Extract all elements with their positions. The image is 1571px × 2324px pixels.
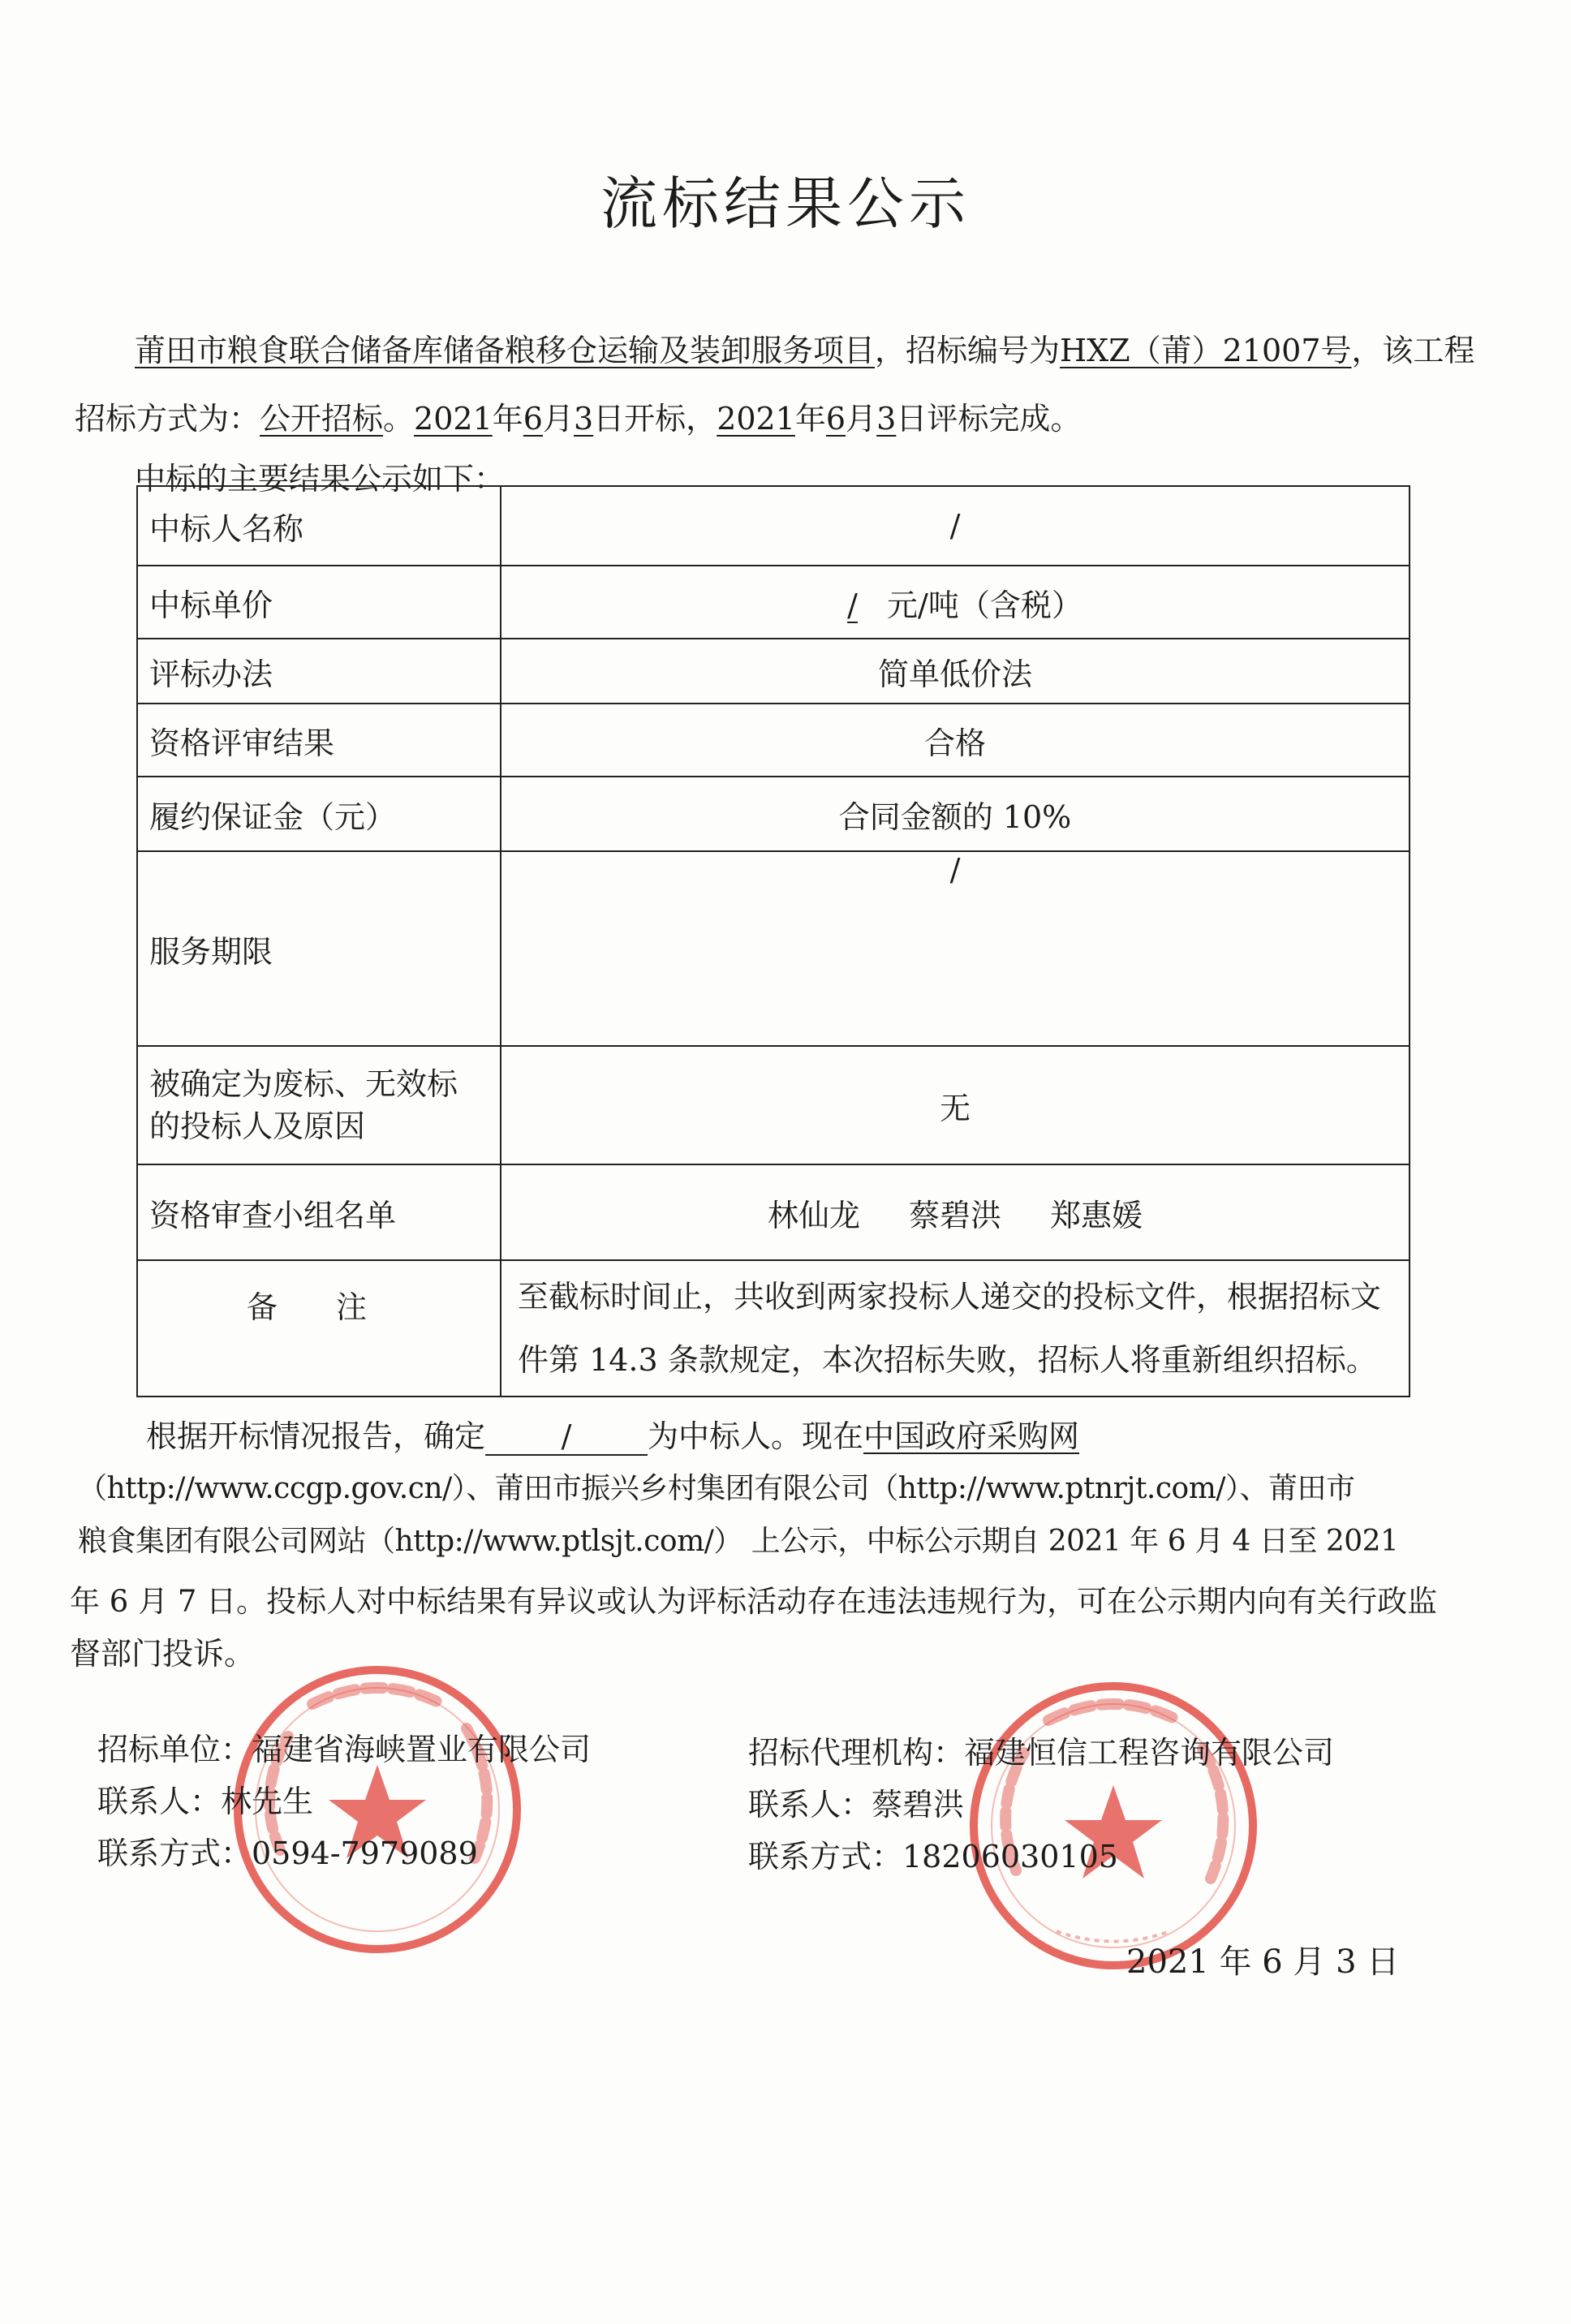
remark-value	[501, 1260, 1410, 1397]
table-row	[137, 486, 1410, 566]
project-name: 莆田市粮食联合储备库储备粮移仓运输及装卸服务项目	[135, 333, 876, 368]
notice-date: 2021 年 6 月 3 日	[1126, 1943, 1400, 1981]
period-value: /	[501, 851, 1410, 1046]
eval-suffix: 日评标完成。	[896, 401, 1082, 437]
tenderer-phone: 联系方式：0594-7979089	[97, 1836, 478, 1871]
bid-method: 公开招标	[260, 401, 384, 437]
open-day: 3	[573, 401, 594, 437]
after-bid-no: ，该工程	[1351, 333, 1475, 368]
agency-contact: 联系人：蔡碧洪	[748, 1787, 965, 1823]
price-cell	[501, 566, 1410, 639]
open-month: 6	[523, 401, 543, 437]
invalid-label	[137, 1046, 501, 1164]
winner-value: /	[501, 486, 1410, 566]
month-char: 月	[846, 401, 877, 437]
agency-phone: 联系方式：18206030105	[748, 1839, 1118, 1874]
year-char: 年	[492, 401, 523, 437]
qual-value: 合格	[501, 704, 1410, 777]
panel-members	[501, 1164, 1410, 1260]
open-suffix: 日开标，	[593, 401, 717, 437]
agency-unit: 招标代理机构：福建恒信工程咨询有限公司	[748, 1735, 1335, 1771]
table-row	[137, 1046, 1410, 1164]
eval-method-label: 评标办法	[137, 639, 501, 704]
ccgp-site-name: 中国政府采购网	[863, 1418, 1080, 1454]
notice-line-4: 年 6 月 7 日。投标人对中标结果有异议或认为评标活动存在违法违规行为，可在公示期内向有关行政监	[70, 1584, 1438, 1619]
eval-method-value: 简单低价法	[501, 639, 1410, 704]
method-prefix: 招标方式为：	[75, 401, 260, 437]
table-row	[137, 1164, 1410, 1260]
winner-blank: /	[485, 1418, 648, 1456]
invalid-label-line-2: 的投标人及原因	[149, 1108, 366, 1144]
panel-label: 资格审查小组名单	[137, 1164, 501, 1260]
open-year: 2021	[414, 401, 493, 437]
table-row	[137, 851, 1410, 1046]
eval-month: 6	[825, 401, 846, 437]
panel-member: 林仙龙	[767, 1197, 860, 1233]
remark-line-1: 至截标时间止，共收到两家投标人递交的投标文件，根据招标文	[518, 1279, 1382, 1315]
remark-label: 备 注	[137, 1260, 501, 1397]
bid-no: HXZ（莆）21007号	[1060, 333, 1352, 368]
eval-year: 2021	[717, 401, 795, 437]
invalid-value: 无	[501, 1046, 1410, 1164]
table-row	[137, 1260, 1410, 1397]
intro-line-1	[135, 326, 1475, 375]
table-row	[137, 566, 1410, 639]
deposit-value: 合同金额的 10%	[501, 777, 1410, 851]
period-label: 服务期限	[137, 851, 501, 1046]
table-row	[137, 704, 1410, 777]
notice-text: 根据开标情况报告，确定	[146, 1418, 486, 1454]
price-label: 中标单价	[137, 566, 501, 639]
notice-line-3: 粮食集团有限公司网站（http://www.ptlsjt.com/） 上公示，中标公示期自 2021 年 6 月 4 日至 2021	[78, 1525, 1399, 1558]
agency-block	[748, 1727, 1334, 1883]
panel-member: 郑惠媛	[1050, 1197, 1143, 1233]
tenderer-block	[97, 1724, 591, 1879]
qual-label: 资格评审结果	[137, 704, 501, 777]
page-title: 流标结果公示	[600, 170, 971, 237]
notice-text: 为中标人。现在	[648, 1418, 864, 1454]
table-row	[137, 777, 1410, 851]
tenderer-unit: 招标单位：福建省海峡置业有限公司	[97, 1732, 592, 1767]
panel-member: 蔡碧洪	[908, 1197, 1001, 1233]
bid-no-prefix: ，招标编号为	[875, 333, 1061, 368]
notice-line-2: （http://www.ccgp.gov.cn/）、莆田市振兴乡村集团有限公司（http://www.ptnrjt.com/）、莆田市	[78, 1472, 1355, 1505]
eval-day: 3	[876, 401, 897, 437]
summary-line: 中标的主要结果公示如下：	[135, 461, 506, 497]
results-table	[136, 485, 1410, 1397]
table-row	[137, 639, 1410, 704]
punct: 。	[383, 401, 415, 437]
month-char: 月	[542, 401, 574, 437]
year-char: 年	[794, 401, 826, 437]
intro-line-2	[75, 394, 1081, 443]
notice-line-5: 督部门投诉。	[70, 1636, 256, 1672]
winner-label: 中标人名称	[137, 486, 501, 566]
notice-line-1	[146, 1412, 1079, 1461]
remark-line-2: 件第 14.3 条款规定，本次招标失败，招标人将重新组织招标。	[518, 1342, 1377, 1378]
invalid-label-line-1: 被确定为废标、无效标	[149, 1066, 458, 1102]
tenderer-contact: 联系人：林先生	[97, 1784, 314, 1819]
deposit-label: 履约保证金（元）	[137, 777, 501, 851]
price-unit: 元/吨（含税）	[887, 587, 1082, 623]
price-value: /	[847, 587, 858, 623]
